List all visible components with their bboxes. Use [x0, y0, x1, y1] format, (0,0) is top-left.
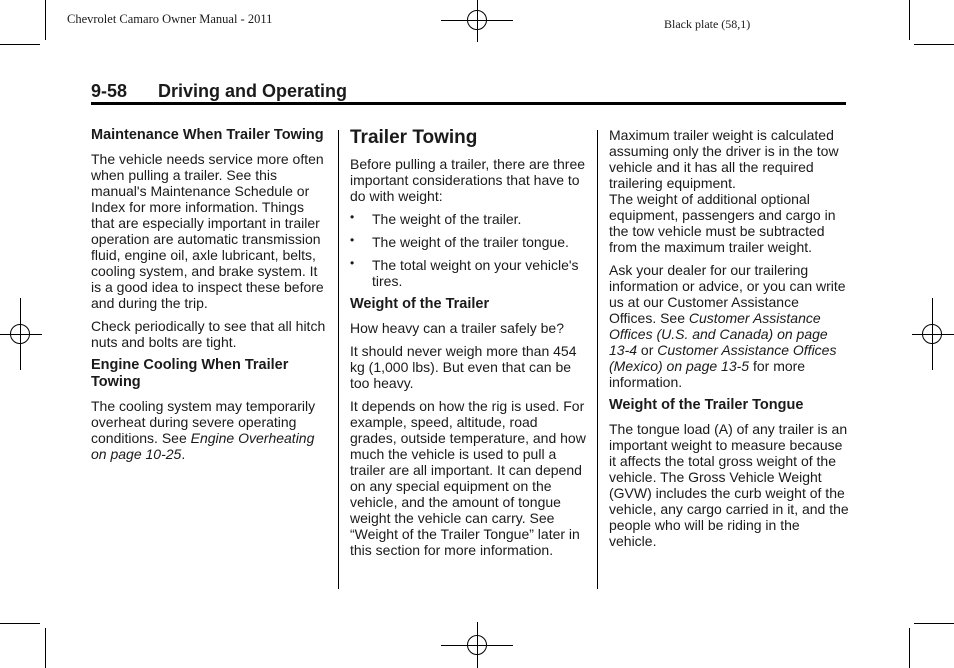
registration-mark-right	[912, 298, 954, 370]
crop-mark	[0, 44, 40, 45]
heading-maintenance: Maintenance When Trailer Towing	[91, 127, 324, 143]
paragraph-check-hitch: Check periodically to see that all hitch nuts and bolts are tight.	[91, 318, 326, 350]
registration-mark-top	[441, 0, 513, 42]
paragraph-never-weigh: It should never weigh more than 454 kg (1,000 lbs). But even that can be too heavy.	[350, 343, 577, 391]
column-3	[609, 127, 849, 556]
crop-mark	[909, 628, 910, 668]
heading-trailer-tongue: Weight of the Trailer Tongue	[609, 397, 804, 413]
header-rule	[91, 102, 846, 105]
paragraph-ask-dealer	[609, 262, 849, 390]
column-divider	[597, 130, 598, 589]
section-title: Driving and Operating	[158, 81, 348, 101]
list-item: • The weight of the trailer tongue.	[350, 234, 587, 250]
paragraph-question: How heavy can a trailer safely be?	[350, 320, 564, 336]
cooling-end: .	[181, 446, 186, 462]
running-header	[91, 81, 347, 102]
heading-engine-cooling: Engine Cooling When Trailer Towing	[91, 357, 289, 390]
paragraph-tongue-load: The tongue load (A) of any trailer is an important weight to measure because it affects the total gross weight of the vehicle. The Gross Vehicle Weight (GVW) includes the curb weight of the vehicle, any cargo carried in it, and the people who will be riding in the vehicle.	[609, 421, 849, 549]
crop-mark	[909, 0, 910, 40]
heading-weight-of-trailer: Weight of the Trailer	[350, 296, 490, 312]
ask-text: Ask your dealer for our trailering information or advice, or you can write us at our Customer Assistance Offices. See	[609, 262, 846, 326]
crop-mark	[0, 623, 40, 624]
considerations-list	[350, 211, 587, 289]
cross-reference-link[interactable]: Customer Assistance Offices (Mexico) on page 13-5	[609, 342, 837, 374]
list-item: • The weight of the trailer.	[350, 211, 587, 227]
crop-mark	[45, 0, 46, 40]
cross-reference-link[interactable]: Engine Overheating on page 10-25	[91, 430, 315, 462]
paragraph-depends: It depends on how the rig is used. For example, speed, altitude, road grades, outside temperature, and how much the vehicle is used to pull a trailer are all important. It can depend on any special equipment on the vehicle, and the amount of tongue weight the vehicle can carry. See “Weight of the Trailer Tongue” later in this section for more information.	[350, 398, 586, 558]
paragraph-maintenance: The vehicle needs service more often when pulling a trailer. See this manual's Maintenance Schedule or Index for more information. Things that are especially important in trailer operation are automatic transmission fluid, engine oil, axle lubricant, belts, cooling system, and brake system. It is a good idea to inspect these before and during the trip.	[91, 151, 324, 311]
column-2	[350, 127, 587, 565]
registration-mark-bottom	[441, 622, 513, 668]
list-item: • The total weight on your vehicle's tires.	[350, 257, 587, 289]
crop-mark	[914, 623, 954, 624]
paragraph-max-weight: Maximum trailer weight is calculated assuming only the driver is in the tow vehicle and it has all the required trailering equipment.	[609, 127, 839, 191]
paragraph-cooling	[91, 398, 328, 462]
paragraph-intro: Before pulling a trailer, there are three important considerations that have to do with weight:	[350, 156, 586, 204]
slug-plate-info: Black plate (58,1)	[664, 17, 751, 31]
crop-mark	[45, 628, 46, 668]
cross-reference-link[interactable]: Customer Assistance Offices (U.S. and Canada) on page 13-4	[609, 310, 828, 358]
ask-end: for more information.	[609, 358, 806, 390]
slug-manual-title: Chevrolet Camaro Owner Manual - 2011	[67, 12, 273, 26]
paragraph-additional-weight: The weight of additional optional equipment, passengers and cargo in the tow vehicle must be subtracted from the maximum trailer weight.	[609, 191, 836, 255]
column-divider	[338, 130, 339, 589]
registration-mark-left	[0, 298, 42, 370]
crop-mark	[914, 44, 954, 45]
page-number: 9-58	[91, 81, 128, 101]
section-heading-trailer-towing: Trailer Towing	[350, 127, 478, 148]
ask-or: or	[637, 342, 658, 358]
column-1	[91, 127, 328, 469]
cooling-text: The cooling system may temporarily overheat during severe operating conditions. See	[91, 398, 316, 446]
